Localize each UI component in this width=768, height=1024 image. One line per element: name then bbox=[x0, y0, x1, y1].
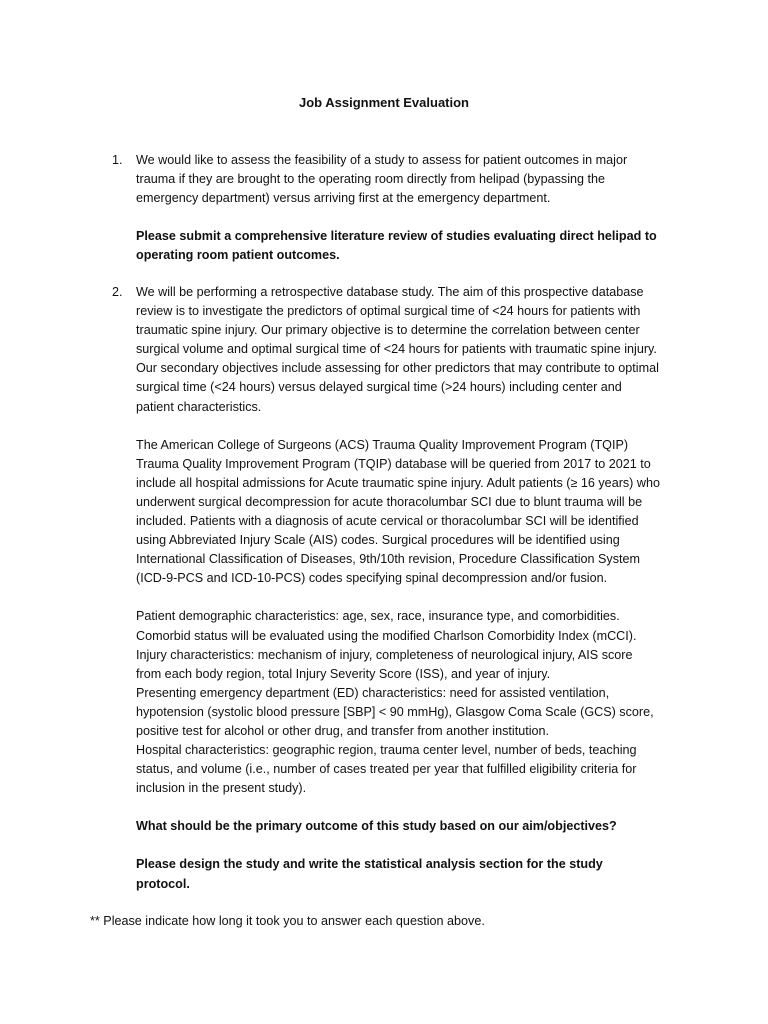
characteristics-line: Comorbid status will be evaluated using the modified Charlson Comorbidity Index (mCCI). bbox=[136, 628, 637, 643]
item-question: What should be the primary outcome of this study based on our aim/objectives? bbox=[136, 819, 617, 834]
item-paragraph: We will be performing a retrospective database study. The aim of this prospective database review is to investigate the predictors of optimal surgical time of <24 hours for patients with traumatic spine injury. Our primary objective is to determine the correlation between center surgical volume and optimal surgical time of <24 hours for patients with traumatic spine injury. Our secondary objectives include assessing for other predictors that may contribute to optimal surgical time (<24 hours) versus delayed surgical time (>24 hours) including center and patient characteristics. bbox=[136, 285, 659, 414]
item-body bbox=[136, 151, 660, 265]
item-paragraph: We would like to assess the feasibility of a study to assess for patient outcomes in major trauma if they are brought to the operating room directly from helipad (bypassing the emergency department) versus arriving first at the emergency department. bbox=[136, 153, 628, 206]
document-title: Job Assignment Evaluation bbox=[299, 95, 469, 110]
question-item-1 bbox=[112, 151, 660, 265]
characteristics-line: Injury characteristics: mechanism of injury, completeness of neurological injury, AIS score from each body region, total Injury Severity Score (ISS), and year of injury. bbox=[136, 647, 633, 681]
item-body bbox=[136, 283, 660, 894]
item-paragraph: The American College of Surgeons (ACS) Trauma Quality Improvement Program (TQIP) Trauma Quality Improvement Program (TQIP) database will be queried from 2017 to 2021 to include all hospital admissions for Acute traumatic spine injury. Adult patients (≥ 16 years) who underwent surgical decompression for acute thoracolumbar SCI due to blunt trauma will be included. Patients with a diagnosis of acute cervical or thoracolumbar SCI will be identified using Abbreviated Injury Scale (AIS) codes. Surgical procedures will be identified using International Classification of Diseases, 9th/10th revision, Procedure Classification System (ICD-9-PCS and ICD-10-PCS) codes specifying spinal decompression and/or fusion. bbox=[136, 437, 660, 586]
question-item-2 bbox=[112, 283, 660, 894]
characteristics-line: Patient demographic characteristics: age, sex, race, insurance type, and comorbidities. bbox=[136, 609, 620, 624]
item-number: 1. bbox=[112, 153, 123, 167]
footnote: ** Please indicate how long it took you to answer each question above. bbox=[90, 914, 485, 928]
item-instruction: Please submit a comprehensive literature review of studies evaluating direct helipad to operating room patient outcomes. bbox=[136, 229, 657, 263]
item-instruction: Please design the study and write the statistical analysis section for the study protocol. bbox=[136, 857, 603, 891]
characteristics-line: Hospital characteristics: geographic region, trauma center level, number of beds, teaching status, and volume (i.e., number of cases treated per year that fulfilled eligibility criteria for inclusion in the present study). bbox=[136, 743, 637, 796]
item-number: 2. bbox=[112, 285, 123, 299]
characteristics-line: Presenting emergency department (ED) characteristics: need for assisted ventilation, hypotension (systolic blood pressure [SBP] < 90 mmHg), Glasgow Coma Scale (GCS) score, positive test for alcohol or other drug, and transfer from another institution. bbox=[136, 685, 654, 738]
